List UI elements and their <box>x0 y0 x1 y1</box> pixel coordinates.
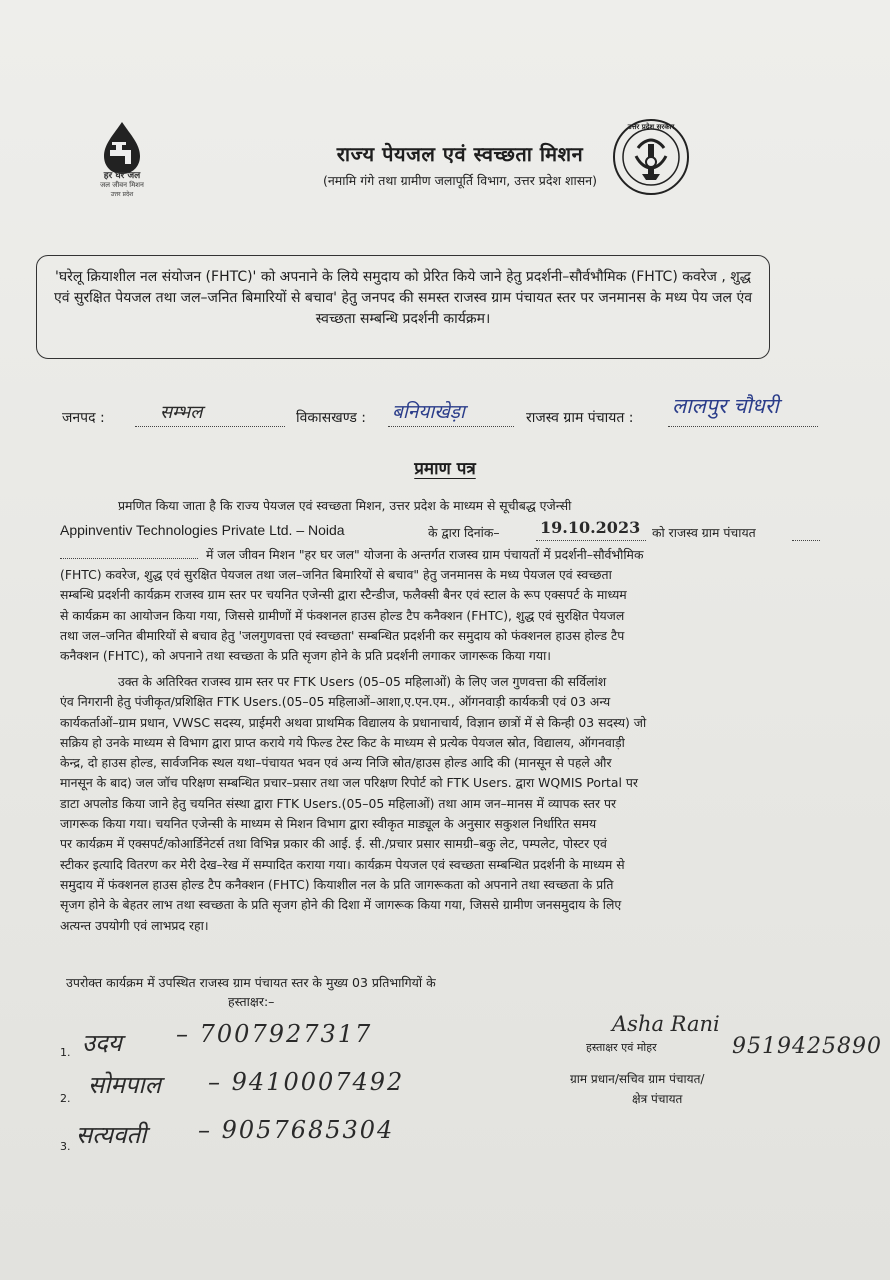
p2-line: मानसून के बाद) जल जॉच परिक्षण सम्बन्धित प्रचार–प्रसार तथा जल परिक्षण रिपोर्ट को FTK Users. द्वारा WQMIS Portal पर <box>60 775 638 791</box>
kshetra-panchayat-label: क्षेत्र पंचायत <box>632 1092 683 1106</box>
certificate-title <box>0 456 890 479</box>
p2-line: उक्त के अतिरिक्त राजस्व ग्राम स्तर पर FTK Users (05–05 महिलाओं) के लिए जल गुणवत्ता की सर्विलांश <box>118 674 607 689</box>
block-label: विकासखण्ड : <box>296 410 367 426</box>
panchayat-label: राजस्व ग्राम पंचायत : <box>526 410 634 426</box>
p2-line: स्टीकर इत्यादि वितरण कर मेरी देख–रेख में सम्पादित कराया गया। कार्यक्रम पेयजल एवं स्वच्छता सम्बन्धित प्रदर्शनी के माध्यम से <box>60 856 625 872</box>
district-value: सम्भल <box>160 402 203 423</box>
p1-line: में जल जीवन मिशन "हर घर जल" योजना के अन्तर्गत राजस्व ग्राम पंचायतों में प्रदर्शनी–सौर्वभौमिक <box>206 547 644 562</box>
participant-entry <box>60 1020 480 1060</box>
p1-line: कनैक्शन (FHTC), को अपनाने तथा स्वच्छता के प्रति सृजग होने के प्रति प्रदर्शनी लगाकर जागरूक किया गया। <box>60 648 551 664</box>
p2-line: सृजग होने के बेहतर लाभ तथा स्वच्छता के प्रति सृजग होने की दिशा में जागरूक किया गया, जिससे ग्रामीण जनसमुदाय के लिए <box>60 897 622 913</box>
pradhan-phone: 9519425890 <box>732 1034 882 1059</box>
program-heading: 'घरेलू क्रियाशील नल संयोजन (FHTC)' को अपनाने के लिये समुदाय को प्रेरित किये जाने हेतु प्रदर्शनी–सौर्वभौमिक (FHTC) कवरेज , शुद्ध एवं सुरक्षित पेयजल तथा जल–जनित बिमारियों से बचाव' हेतु जनपद की समस्त राजस्व ग्राम पंचायत स्तर पर जनमानस के मध्य पेय जल एंव स्वच्छता सम्बन्धि प्रदर्शनी कार्यक्रम। <box>54 269 752 327</box>
p1-line: (FHTC) कवरेज, शुद्ध एवं सुरक्षित पेयजल तथा जल–जनित बिमारियों से बचाव" हेतु जनमानस के मध्य पेयजल एवं स्वच्छता <box>60 567 612 583</box>
logo-caption-1: हर घर जल <box>103 171 141 181</box>
p2-line: सक्रिय हो उनके माध्यम से विभाग द्वारा प्राप्त कराये गये फिल्ड टेस्ट किट के माध्यम से प्रत्येक पेयजल स्रोत, विद्यालय, ऑगनवाड़ी <box>60 734 625 750</box>
date-line <box>536 540 646 541</box>
date-label: के द्वारा दिनांक– <box>428 525 500 540</box>
p1-line: से कार्यक्रम का आयोजन किया गया, जिससे ग्रामीणों में फंक्शनल हाउस होल्ड टैप कनैक्शन (FHTC), शुद्ध एवं सुरक्षित पेयजल <box>60 607 625 623</box>
block-value: बनियाखेड़ा <box>392 401 465 423</box>
mission-title: राज्य पेयजल एवं स्वच्छता मिशन <box>336 142 584 166</box>
p2-line: अत्यन्त उपयोगी एवं लाभप्रद रहा। <box>60 917 209 933</box>
p1-line: सम्बन्धि प्रदर्शनी कार्यक्रम राजस्व ग्राम स्तर पर चयनित एजेन्सी द्वारा स्टैन्डीज, फलैक्सी बैनर एवं स्टाल के रूप एक्सपर्ट के माध्यम <box>60 587 627 603</box>
panchayat-ref-line <box>792 540 820 541</box>
participants-signature-label: हस्ताक्षर:– <box>228 994 275 1009</box>
block-line <box>388 426 514 427</box>
panchayat-value: लालपुर चौधरी <box>672 394 779 418</box>
signatory-block <box>560 1012 882 1108</box>
participant-phone: – 9410007492 <box>208 1068 405 1096</box>
body-p1-line2 <box>60 518 820 544</box>
participant-name: सत्यवती <box>76 1121 147 1149</box>
sign-and-seal-label: हस्ताक्षर एवं मोहर <box>586 1041 657 1054</box>
program-date: 19.10.2023 <box>540 518 641 537</box>
participant-number: 2. <box>60 1092 71 1105</box>
emblem-caption: उत्तर प्रदेश सरकार <box>627 123 675 131</box>
district-label: जनपद : <box>62 410 105 426</box>
logo-caption-3: उत्तर प्रदेश <box>110 191 134 198</box>
pradhan-signature: Asha Rani <box>612 1012 720 1036</box>
p2-line: कार्यकर्ताओं–ग्राम प्रधान, VWSC सदस्य, प्राईमरी अथवा प्राथमिक विद्यालय के प्रधानाचार्य, विज्ञान छात्रों में से किन्ही 03 सदस्य) जो <box>60 714 647 730</box>
agency-name: Appinventiv Technologies Private Ltd. – Noida <box>60 522 345 538</box>
body-p1-rest <box>60 545 812 666</box>
mission-subtitle: (नमामि गंगे तथा ग्रामीण जलापूर्ति विभाग, उत्तर प्रदेश शासन) <box>322 173 597 188</box>
participant-number: 3. <box>60 1140 71 1153</box>
p1-line: तथा जल–जनित बीमारियों से बचाव हेतु 'जलगुणवत्ता एवं स्वच्छता' सम्बन्धित प्रदर्शनी कर समुदाय को फंक्शनल हाउस होल्ड टैप <box>60 627 625 643</box>
p2-line: जागरूक किया गया। चयनित एजेन्सी के माध्यम से मिशन विभाग द्वारा स्वीकृत माड्यूल के अनुसार सकुशल निर्धारित समय <box>60 816 597 832</box>
participant-number: 1. <box>60 1046 71 1059</box>
p2-line: समुदाय में फंक्शनल हाउस होल्ड टैप कनैक्शन (FHTC) कियाशील नल के प्रति जागरूकता को अपनाने तथा स्वच्छता के प्रति <box>60 876 614 892</box>
participant-phone: – 9057685304 <box>198 1116 395 1144</box>
district-line <box>135 426 285 427</box>
logo-caption-2: जल जीवन मिशन <box>100 181 144 189</box>
certificate-title-text: प्रमाण पत्र <box>414 459 476 479</box>
participant-entry <box>60 1114 480 1154</box>
p2-line: एंव निगरानी हेतु पंजीकृत/प्रशिक्षित FTK Users.(05–05 महिलाओं–आशा,ए.एन.एम., ऑगनवाड़ी कार्यकत्री एवं 03 अन्य <box>60 694 611 710</box>
p2-line: पर कार्यक्रम में एक्सपर्ट/कोआर्डिनेटर्स तथा विभिन्न प्रकार की आई. ई. सी./प्रचार प्रसार सामग्री–बकु लेट, पम्पलेट, पोस्टर एवं <box>60 836 607 852</box>
p2-line: केन्द्र, दो हाउस होल्ड, सार्वजनिक स्थल यथा–पंचायत भवन एवं अन्य निजि स्रोत/हाउस होल्ड आदि की (मानसून से पहले और <box>60 755 612 771</box>
participant-phone: – 7007927317 <box>176 1020 373 1048</box>
participant-name: उदय <box>82 1029 122 1057</box>
location-fields <box>0 394 890 430</box>
panchayat-line <box>668 426 818 427</box>
body-p1-line1: प्रमणित किया जाता है कि राज्य पेयजल एवं स्वच्छता मिशन, उत्तर प्रदेश के माध्यम से सूचीबद्ध एजेन्सी <box>118 498 572 513</box>
participant-name: सोमपाल <box>88 1071 161 1099</box>
panchayat-ref: को राजस्व ग्राम पंचायत <box>652 525 756 540</box>
participants-intro: उपरोक्त कार्यक्रम में उपस्थित राजस्व ग्राम पंचायत स्तर के मुख्य 03 प्रतिभागियों के <box>66 975 436 990</box>
program-heading-box <box>36 255 770 359</box>
participant-entry <box>60 1064 480 1104</box>
body-p2 <box>60 672 812 936</box>
p2-line: डाटा अपलोड किया जाने हेतु चयनित संस्था द्वारा FTK Users.(05–05 महिलाओं) तथा आम जन–मानस में व्यापक स्तर पर <box>60 795 617 811</box>
pradhan-secretary-label: ग्राम प्रधान/सचिव ग्राम पंचायत/ <box>570 1072 705 1086</box>
